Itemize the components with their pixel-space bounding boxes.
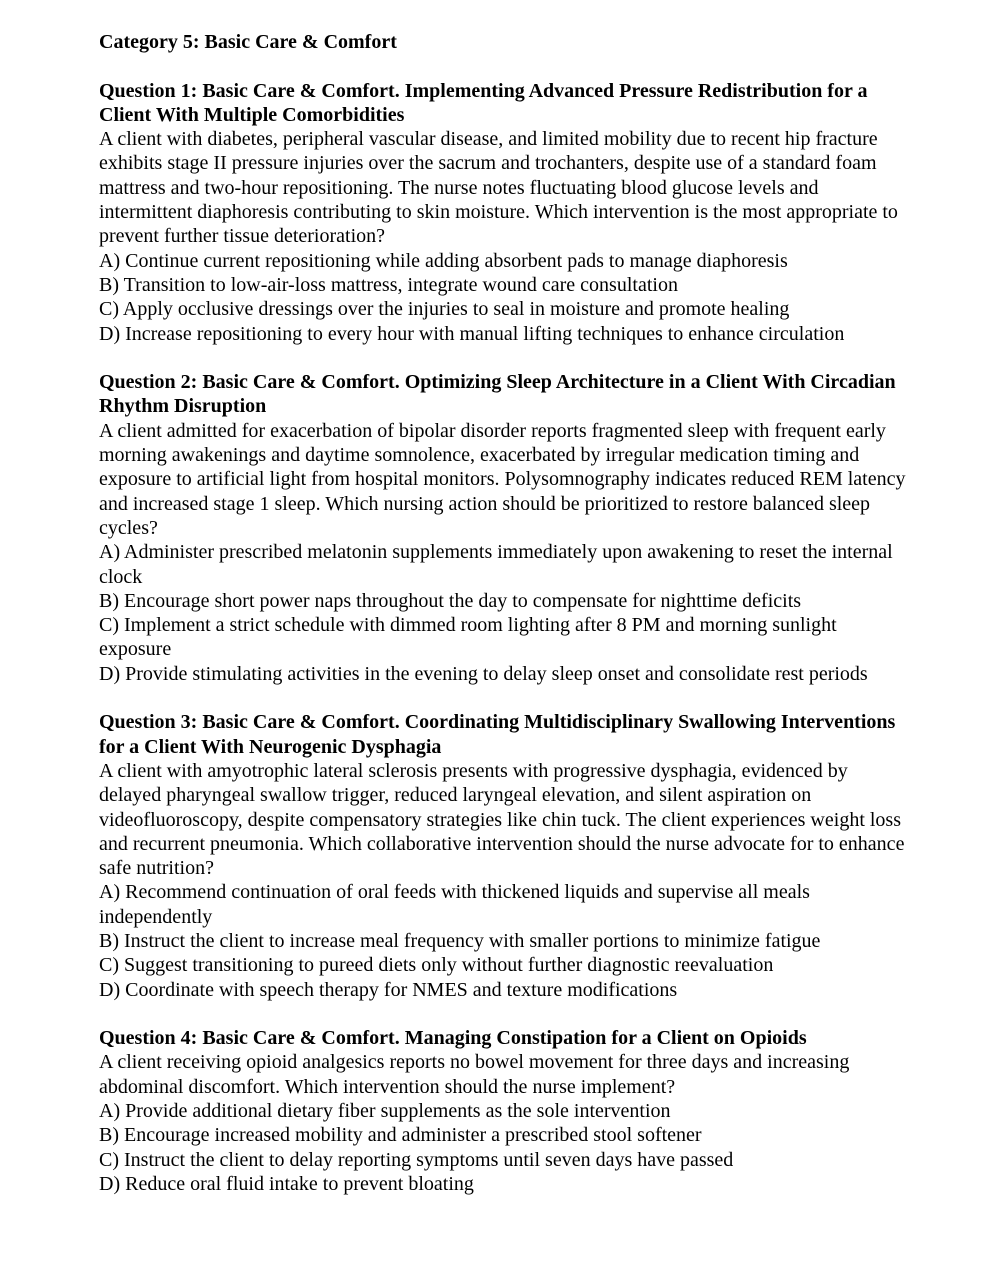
answer-option-c[interactable]: C) Implement a strict schedule with dimmed room lighting after 8 PM and morning sunlight exposure [99, 614, 837, 661]
question-title: Question 2: Basic Care & Comfort. Optimizing Sleep Architecture in a Client With Circadian Rhythm Disruption [99, 371, 896, 418]
blank-line [99, 54, 906, 78]
question-block [99, 1026, 906, 1196]
document-body [99, 30, 906, 1196]
question-title: Question 3: Basic Care & Comfort. Coordinating Multidisciplinary Swallowing Interventions for a Client With Neurogenic Dysphagia [99, 711, 896, 758]
question-stem: A client with amyotrophic lateral sclerosis presents with progressive dysphagia, evidenced by delayed pharyngeal swallow trigger, reduced laryngeal elevation, and silent aspiration on videofluoroscopy, despite compensatory strategies like chin tuck. The client experiences weight loss and recurrent pneumonia. Which collaborative intervention should the nurse advocate for to enhance safe nutrition? [99, 759, 905, 880]
answer-option-b[interactable]: B) Encourage increased mobility and administer a prescribed stool softener [99, 1124, 702, 1147]
answer-option-a[interactable]: A) Recommend continuation of oral feeds with thickened liquids and supervise all meals independently [99, 881, 810, 928]
question-title: Question 4: Basic Care & Comfort. Managing Constipation for a Client on Opioids [99, 1027, 807, 1050]
answer-options-list [99, 880, 906, 1001]
answer-option-c[interactable]: C) Suggest transitioning to pureed diets only without further diagnostic reevaluation [99, 954, 774, 977]
question-stem: A client admitted for exacerbation of bipolar disorder reports fragmented sleep with frequent early morning awakenings and daytime somnolence, exacerbated by irregular medication timing and exposure to artificial light from hospital monitors. Polysomnography indicates reduced REM latency and increased stage 1 sleep. Which nursing action should be prioritized to restore balanced sleep cycles? [99, 419, 906, 539]
question-block [99, 370, 906, 686]
answer-option-b[interactable]: B) Instruct the client to increase meal frequency with smaller portions to minimize fatigue [99, 929, 821, 952]
answer-option-b[interactable]: B) Encourage short power naps throughout the day to compensate for nighttime deficits [99, 589, 802, 612]
answer-option-c[interactable]: C) Apply occlusive dressings over the injuries to seal in moisture and promote healing [99, 298, 790, 321]
answer-option-d[interactable]: D) Increase repositioning to every hour with manual lifting techniques to enhance circulation [99, 322, 845, 345]
answer-option-d[interactable]: D) Provide stimulating activities in the evening to delay sleep onset and consolidate rest periods [99, 662, 868, 685]
question-title: Question 1: Basic Care & Comfort. Implementing Advanced Pressure Redistribution for a Client With Multiple Comorbidities [99, 79, 868, 126]
answer-option-b[interactable]: B) Transition to low-air-loss mattress, integrate wound care consultation [99, 273, 678, 296]
question-stem: A client receiving opioid analgesics reports no bowel movement for three days and increasing abdominal discomfort. Which intervention should the nurse implement? [99, 1051, 850, 1098]
answer-option-c[interactable]: C) Instruct the client to delay reporting symptoms until seven days have passed [99, 1148, 734, 1171]
answer-option-d[interactable]: D) Reduce oral fluid intake to prevent bloating [99, 1172, 474, 1195]
question-stem: A client with diabetes, peripheral vascular disease, and limited mobility due to recent hip fracture exhibits stage II pressure injuries over the sacrum and trochanters, despite use of a standard foam mattress and two-hour repositioning. The nurse notes fluctuating blood glucose levels and intermittent diaphoresis contributing to skin moisture. Which intervention is the most appropriate to prevent further tissue deterioration? [99, 128, 898, 248]
blank-line [99, 686, 906, 710]
answer-options-list [99, 249, 906, 346]
category-heading: Category 5: Basic Care & Comfort [99, 31, 397, 53]
answer-option-a[interactable]: A) Administer prescribed melatonin supplements immediately upon awakening to reset the internal clock [99, 541, 893, 588]
question-block [99, 79, 906, 346]
blank-line [99, 346, 906, 370]
blank-line [99, 1002, 906, 1026]
answer-option-d[interactable]: D) Coordinate with speech therapy for NMES and texture modifications [99, 978, 678, 1001]
answer-option-a[interactable]: A) Continue current repositioning while adding absorbent pads to manage diaphoresis [99, 249, 788, 272]
question-block [99, 710, 906, 1002]
answer-option-a[interactable]: A) Provide additional dietary fiber supplements as the sole intervention [99, 1100, 671, 1123]
answer-options-list [99, 540, 906, 686]
answer-options-list [99, 1099, 906, 1196]
